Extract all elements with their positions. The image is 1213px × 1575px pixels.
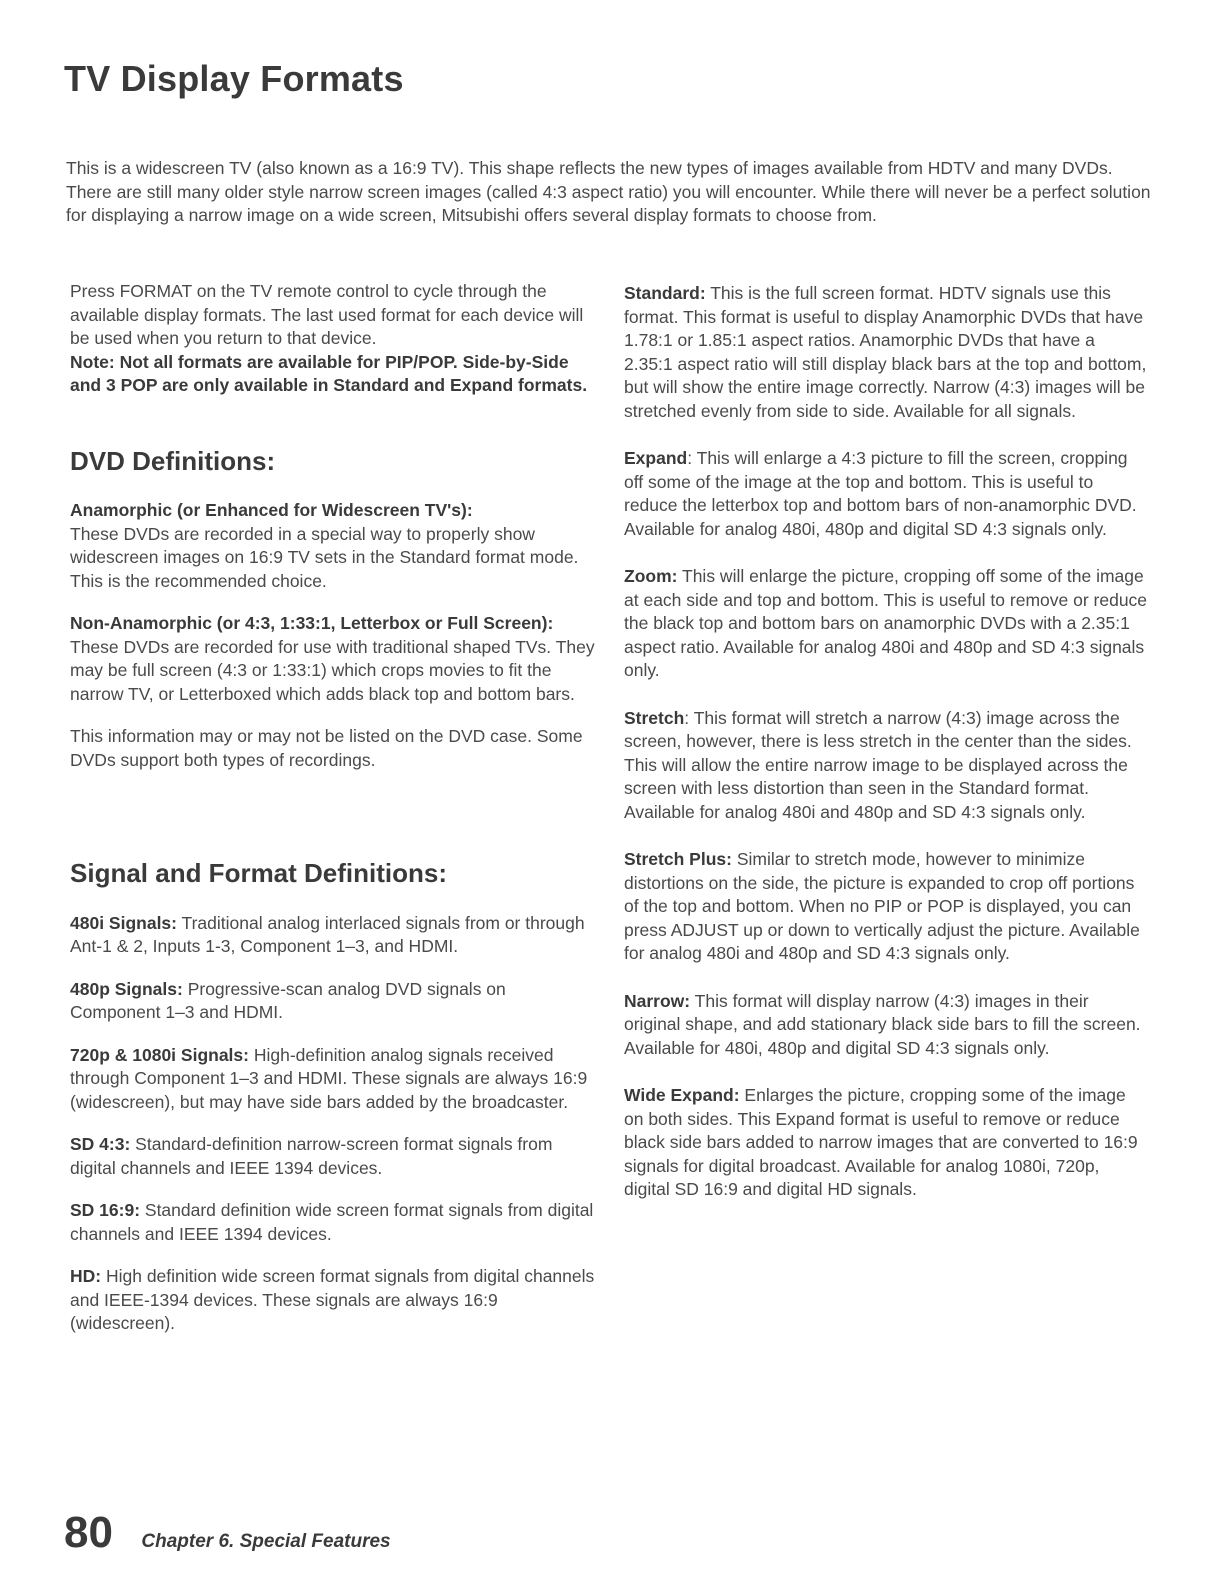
format-term: Narrow: [624,990,691,1011]
format-definition [624,990,1148,1061]
signal-term: 720p & 1080i Signals: [70,1044,249,1065]
signal-term: SD 4:3: [70,1134,131,1154]
signal-text: Standard-definition narrow-screen format signals from digital channels and IEEE 1394 devices. [70,1134,553,1178]
format-term: Standard: [624,283,706,303]
signal-text: Traditional analog interlaced signals from or through Ant-1 & 2, Inputs 1-3, Component 1–3, and HDMI. [70,912,585,956]
signal-definitions-heading: Signal and Format Definitions: [70,858,448,888]
right-column [624,282,1148,1202]
intro-paragraph: This is a widescreen TV (also known as a 16:9 TV). This shape reflects the new types of images available from HDTV and many DVDs. There are still many older style narrow screen images (called 4:3 aspect ratio) you will encounter. While there will never be a perfect solution for displaying a narrow image on a wide screen, Mitsubishi offers several display formats to choose from. [66,158,1151,225]
format-text: This format will display narrow (4:3) images in their original shape, and add stationary black side bars to fill the screen. Available for 480i, 480p and digital SD 4:3 signals only. [624,990,1141,1058]
chapter-label: Chapter 6. Special Features [141,1531,391,1552]
format-text: This is the full screen format. HDTV signals use this format. This format is useful to display Anamorphic DVDs that have 1.78:1 or 1.85:1 aspect ratios. Anamorphic DVDs that have a 2.35:1 aspect ratio will still display black bars at the top and bottom, but will show the entire image correctly. Narrow (4:3) images will be stretched evenly from side to side. Available for all signals. [624,283,1147,421]
left-column [70,280,595,1336]
anamorphic-paragraph: These DVDs are recorded in a special way to properly show widescreen images on 16:9 TV sets in the Standard format mode. This is the recommended choice. [70,523,579,591]
format-text: Similar to stretch mode, however to minimize distortions on the side, the picture is expanded to crop off portions of the top and bottom. When no PIP or POP is displayed, you can press ADJUST up or down to vertically adjust the picture. Available for analog 480i and 480p and SD 4:3 signals only. [624,849,1140,963]
format-definition [624,282,1148,423]
format-text: Enlarges the picture, cropping some of the image on both sides. This Expand format is useful to remove or reduce black side bars added to narrow images that are converted to 16:9 signals for digital broadcast. Available for analog 1080i, 720p, digital SD 16:9 and digital HD signals. [624,1085,1138,1199]
format-definition [624,1084,1148,1202]
page-number: 80 [64,1508,113,1557]
signal-definition [70,1265,595,1336]
format-text: This will enlarge the picture, cropping off some of the image at each side and top and bottom. This is useful to remove or reduce the black top and bottom bars on anamorphic DVDs with a 2.35:1 aspect ratio. Available for analog 480i and 480p and SD 4:3 signals only. [624,566,1148,680]
signal-definition [70,912,595,959]
signal-term: HD: [70,1266,102,1286]
signal-definition [70,1199,595,1246]
anamorphic-heading: Anamorphic (or Enhanced for Widescreen TV's): [70,500,473,520]
signal-definition [70,1133,595,1180]
signal-text: High-definition analog signals received through Component 1–3 and HDMI. These signals are always 16:9 (widescreen), but may have side bars added by the broadcaster. [70,1044,588,1112]
signal-text: Standard definition wide screen format signals from digital channels and IEEE 1394 devices. [70,1200,594,1244]
signal-term: SD 16:9: [70,1200,141,1220]
format-term: Expand [624,448,688,468]
page-title: TV Display Formats [64,58,404,99]
format-definition [624,848,1148,966]
signal-text: Progressive-scan analog DVD signals on Component 1–3 and HDMI. [70,978,506,1022]
signal-term: 480i Signals: [70,912,177,933]
non-anamorphic-heading: Non-Anamorphic (or 4:3, 1:33:1, Letterbox or Full Screen): [70,613,554,633]
dvd-info-paragraph: This information may or may not be listed on the DVD case. Some DVDs support both types of recordings. [70,726,583,770]
signal-term: 480p Signals: [70,978,183,999]
format-definition [624,447,1148,541]
format-text: : This format will stretch a narrow (4:3) image across the screen, however, there is less stretch in the center than the sides. This will allow the entire narrow image to be displayed across the screen with less distortion than seen in the Standard format. Available for analog 480i and 480p and SD 4:3 signals only. [624,707,1132,822]
signal-definition [70,1044,595,1115]
format-text: : This will enlarge a 4:3 picture to fill the screen, cropping off some of the image at the top and bottom. This is useful to reduce the letterbox top and bottom bars of non-anamorphic DVD. Available for analog 480i, 480p and digital SD 4:3 signals only. [624,448,1137,539]
format-term: Stretch [624,707,685,728]
signal-definition [70,978,595,1025]
page-footer [64,1508,391,1568]
press-format-paragraph: Press FORMAT on the TV remote control to cycle through the available display formats. The last used format for each device will be used when you return to that device. [70,281,584,348]
non-anamorphic-paragraph: These DVDs are recorded for use with traditional shaped TVs. They may be full screen (4:3 or 1:33:1) which crops movies to fit the narrow TV, or Letterboxed which adds black top and bottom bars. [70,636,595,704]
note-paragraph: Note: Not all formats are available for PIP/POP. Side-by-Side and 3 POP are only available in Standard and Expand formats. [70,351,588,395]
format-term: Wide Expand: [624,1085,740,1105]
format-definition [624,707,1148,825]
dvd-definitions-heading: DVD Definitions: [70,445,276,476]
format-term: Zoom: [624,566,678,586]
signal-text: High definition wide screen format signals from digital channels and IEEE-1394 devices. These signals are always 16:9 (widescreen). [70,1266,595,1333]
format-definition [624,565,1148,683]
format-term: Stretch Plus: [624,849,732,869]
